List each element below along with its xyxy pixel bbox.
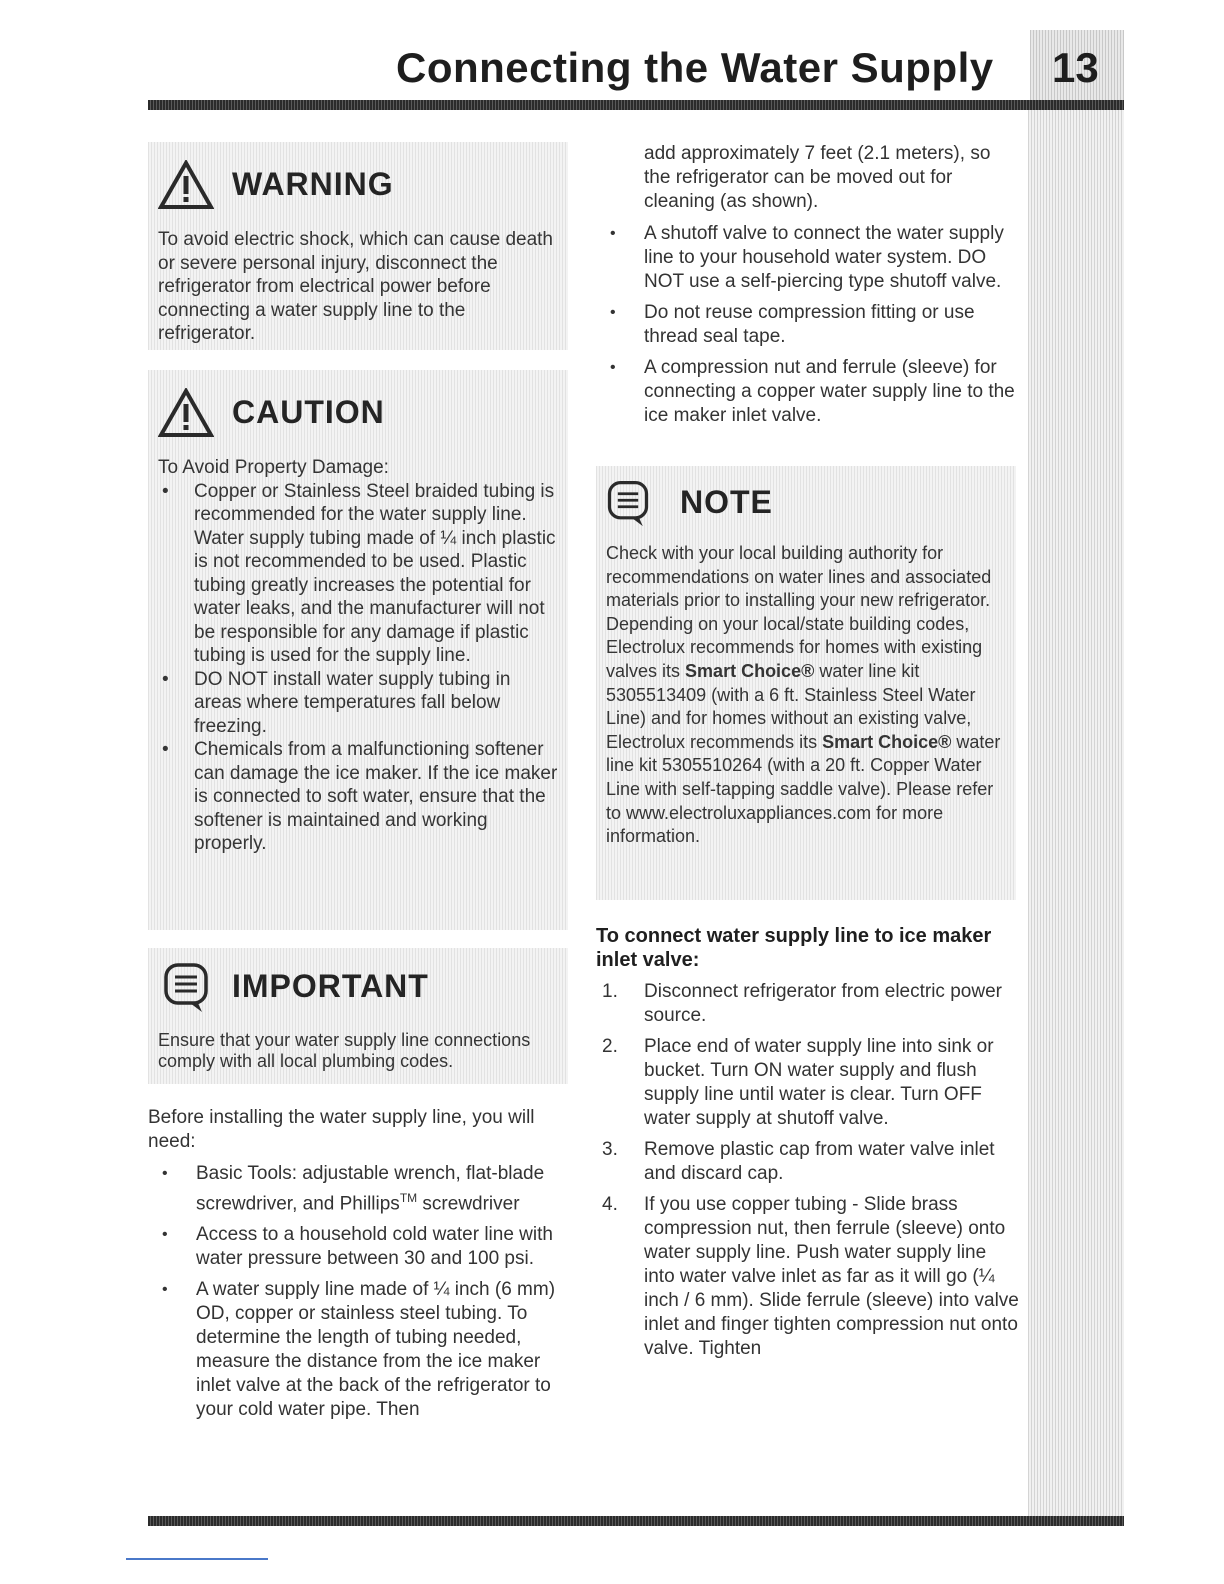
step-text: If you use copper tubing - Slide brass compression nut, then ferrule (sleeve) onto water supply line. Push water supply line into water valve inlet as far as it will go (¼ inch / 6 mm). Slide ferrule (sleeve) into valve inlet and finger tighten compression nut onto valve. Tighten: [644, 1194, 1019, 1359]
warning-text: To avoid electric shock, which can cause death or severe personal injury, disconnect the refrigerator from electrical power before connecting a water supply line to the refrigerator.: [158, 229, 553, 344]
list-item: • Access to a household cold water line with water pressure between 30 and 100 psi.: [148, 1223, 568, 1271]
list-item: • Do not reuse compression fitting or use thread seal tape.: [596, 301, 1020, 349]
caution-body: [158, 456, 558, 856]
step-text: Place end of water supply line into sink or bucket. Turn ON water supply and flush supply line until water is clear. Turn OFF water supply at shutoff valve.: [644, 1036, 994, 1129]
warning-title: WARNING: [232, 166, 394, 202]
footer-rule: [148, 1516, 1124, 1526]
caution-item: • Copper or Stainless Steel braided tubing is recommended for the water supply line. Water supply tubing made of ¼ inch plastic is not recommended to be used. Plastic tubing greatly increases the potential for water leaks, and the manufacturer will not be responsible for any damage if plastic tubing is used for the supply line.: [158, 480, 558, 668]
side-strip: [1028, 110, 1124, 1516]
brand-name: Smart Choice®: [822, 731, 952, 752]
warning-triangle-icon: [158, 160, 214, 210]
caution-intro: To Avoid Property Damage:: [158, 457, 389, 478]
important-box: [148, 948, 568, 1084]
list-item: [148, 1162, 568, 1216]
note-text-part: water line kit 5305513409 (with a 6 ft. Stainless Steel Water Line) and for homes without an existing valve, Electrolux recommends its: [606, 660, 976, 752]
note-text-part: Check with your local building authority for recommendations on water lines and associated materials prior to installing your new refrigerator. Depending on your local/state building codes, Electrolux recommends for homes with existing valves its: [606, 543, 992, 681]
note-text-part: water line kit 5305510264 (with a 20 ft. Copper Water Line with self-tapping saddle valve). Please refer to www.electroluxappliances.com for more information.: [606, 731, 1001, 847]
important-text: Ensure that your water supply line connections comply with all local plumbing codes.: [158, 1030, 531, 1071]
caution-item: • Chemicals from a malfunctioning softener can damage the ice maker. If the ice maker is connected to soft water, ensure that the softener is maintained and working properly.: [158, 738, 558, 856]
page-title: Connecting the Water Supply: [396, 44, 994, 91]
warning-box: [148, 142, 568, 350]
brand-name: Smart Choice®: [685, 660, 815, 681]
requirements-list-continued: [596, 222, 1020, 428]
step-item: [596, 1138, 1020, 1186]
note-book-icon: [602, 478, 654, 528]
step-number: 2.: [602, 1036, 618, 1057]
caution-box: [148, 370, 568, 930]
note-book-icon: [158, 960, 214, 1014]
step-item: [596, 1035, 1020, 1131]
requirements-intro: Before installing the water supply line, you will need:: [148, 1107, 535, 1152]
note-title: NOTE: [680, 484, 773, 520]
list-item: • A water supply line made of ¼ inch (6 mm) OD, copper or stainless steel tubing. To determine the length of tubing needed, measure the distance from the ice maker inlet valve at the back of the refrigerator to your cold water pipe. Then: [148, 1278, 568, 1422]
footer-link-line: [126, 1558, 268, 1560]
important-title: IMPORTANT: [232, 968, 429, 1004]
step-item: [596, 1193, 1020, 1361]
page-number: 13: [1052, 44, 1099, 91]
procedure-heading: To connect water supply line to ice maker inlet valve:: [596, 925, 992, 971]
procedure-steps: [596, 980, 1020, 1361]
continuation-text: add approximately 7 feet (2.1 meters), so the refrigerator can be moved out for cleaning (as shown).: [644, 143, 991, 212]
left-column: [148, 1106, 568, 1429]
caution-item: • DO NOT install water supply tubing in areas where temperatures fall below freezing.: [158, 668, 558, 739]
list-item-text: Basic Tools: adjustable wrench, flat-blade screwdriver, and Phillips: [196, 1163, 545, 1215]
right-column-top: [596, 142, 1020, 435]
step-number: 1.: [602, 981, 618, 1002]
caution-title: CAUTION: [232, 394, 385, 430]
step-text: Disconnect refrigerator from electric power source.: [644, 981, 1002, 1026]
caution-list: [158, 480, 558, 856]
step-number: 4.: [602, 1194, 618, 1215]
step-item: [596, 980, 1020, 1028]
header-rule: [148, 100, 1124, 110]
step-number: 3.: [602, 1139, 618, 1160]
trademark: TM: [399, 1191, 418, 1205]
procedure-section: [596, 924, 1020, 1368]
step-text: Remove plastic cap from water valve inlet and discard cap.: [644, 1139, 995, 1184]
list-item: • A compression nut and ferrule (sleeve) for connecting a copper water supply line to the ice maker inlet valve.: [596, 356, 1020, 428]
list-item-text: screwdriver: [422, 1193, 520, 1215]
list-item: • A shutoff valve to connect the water supply line to your household water system. DO NOT use a self-piercing type shutoff valve.: [596, 222, 1020, 294]
requirements-list: [148, 1162, 568, 1422]
warning-triangle-icon: [158, 388, 214, 438]
note-box: [596, 466, 1016, 900]
note-text: [606, 542, 1011, 849]
